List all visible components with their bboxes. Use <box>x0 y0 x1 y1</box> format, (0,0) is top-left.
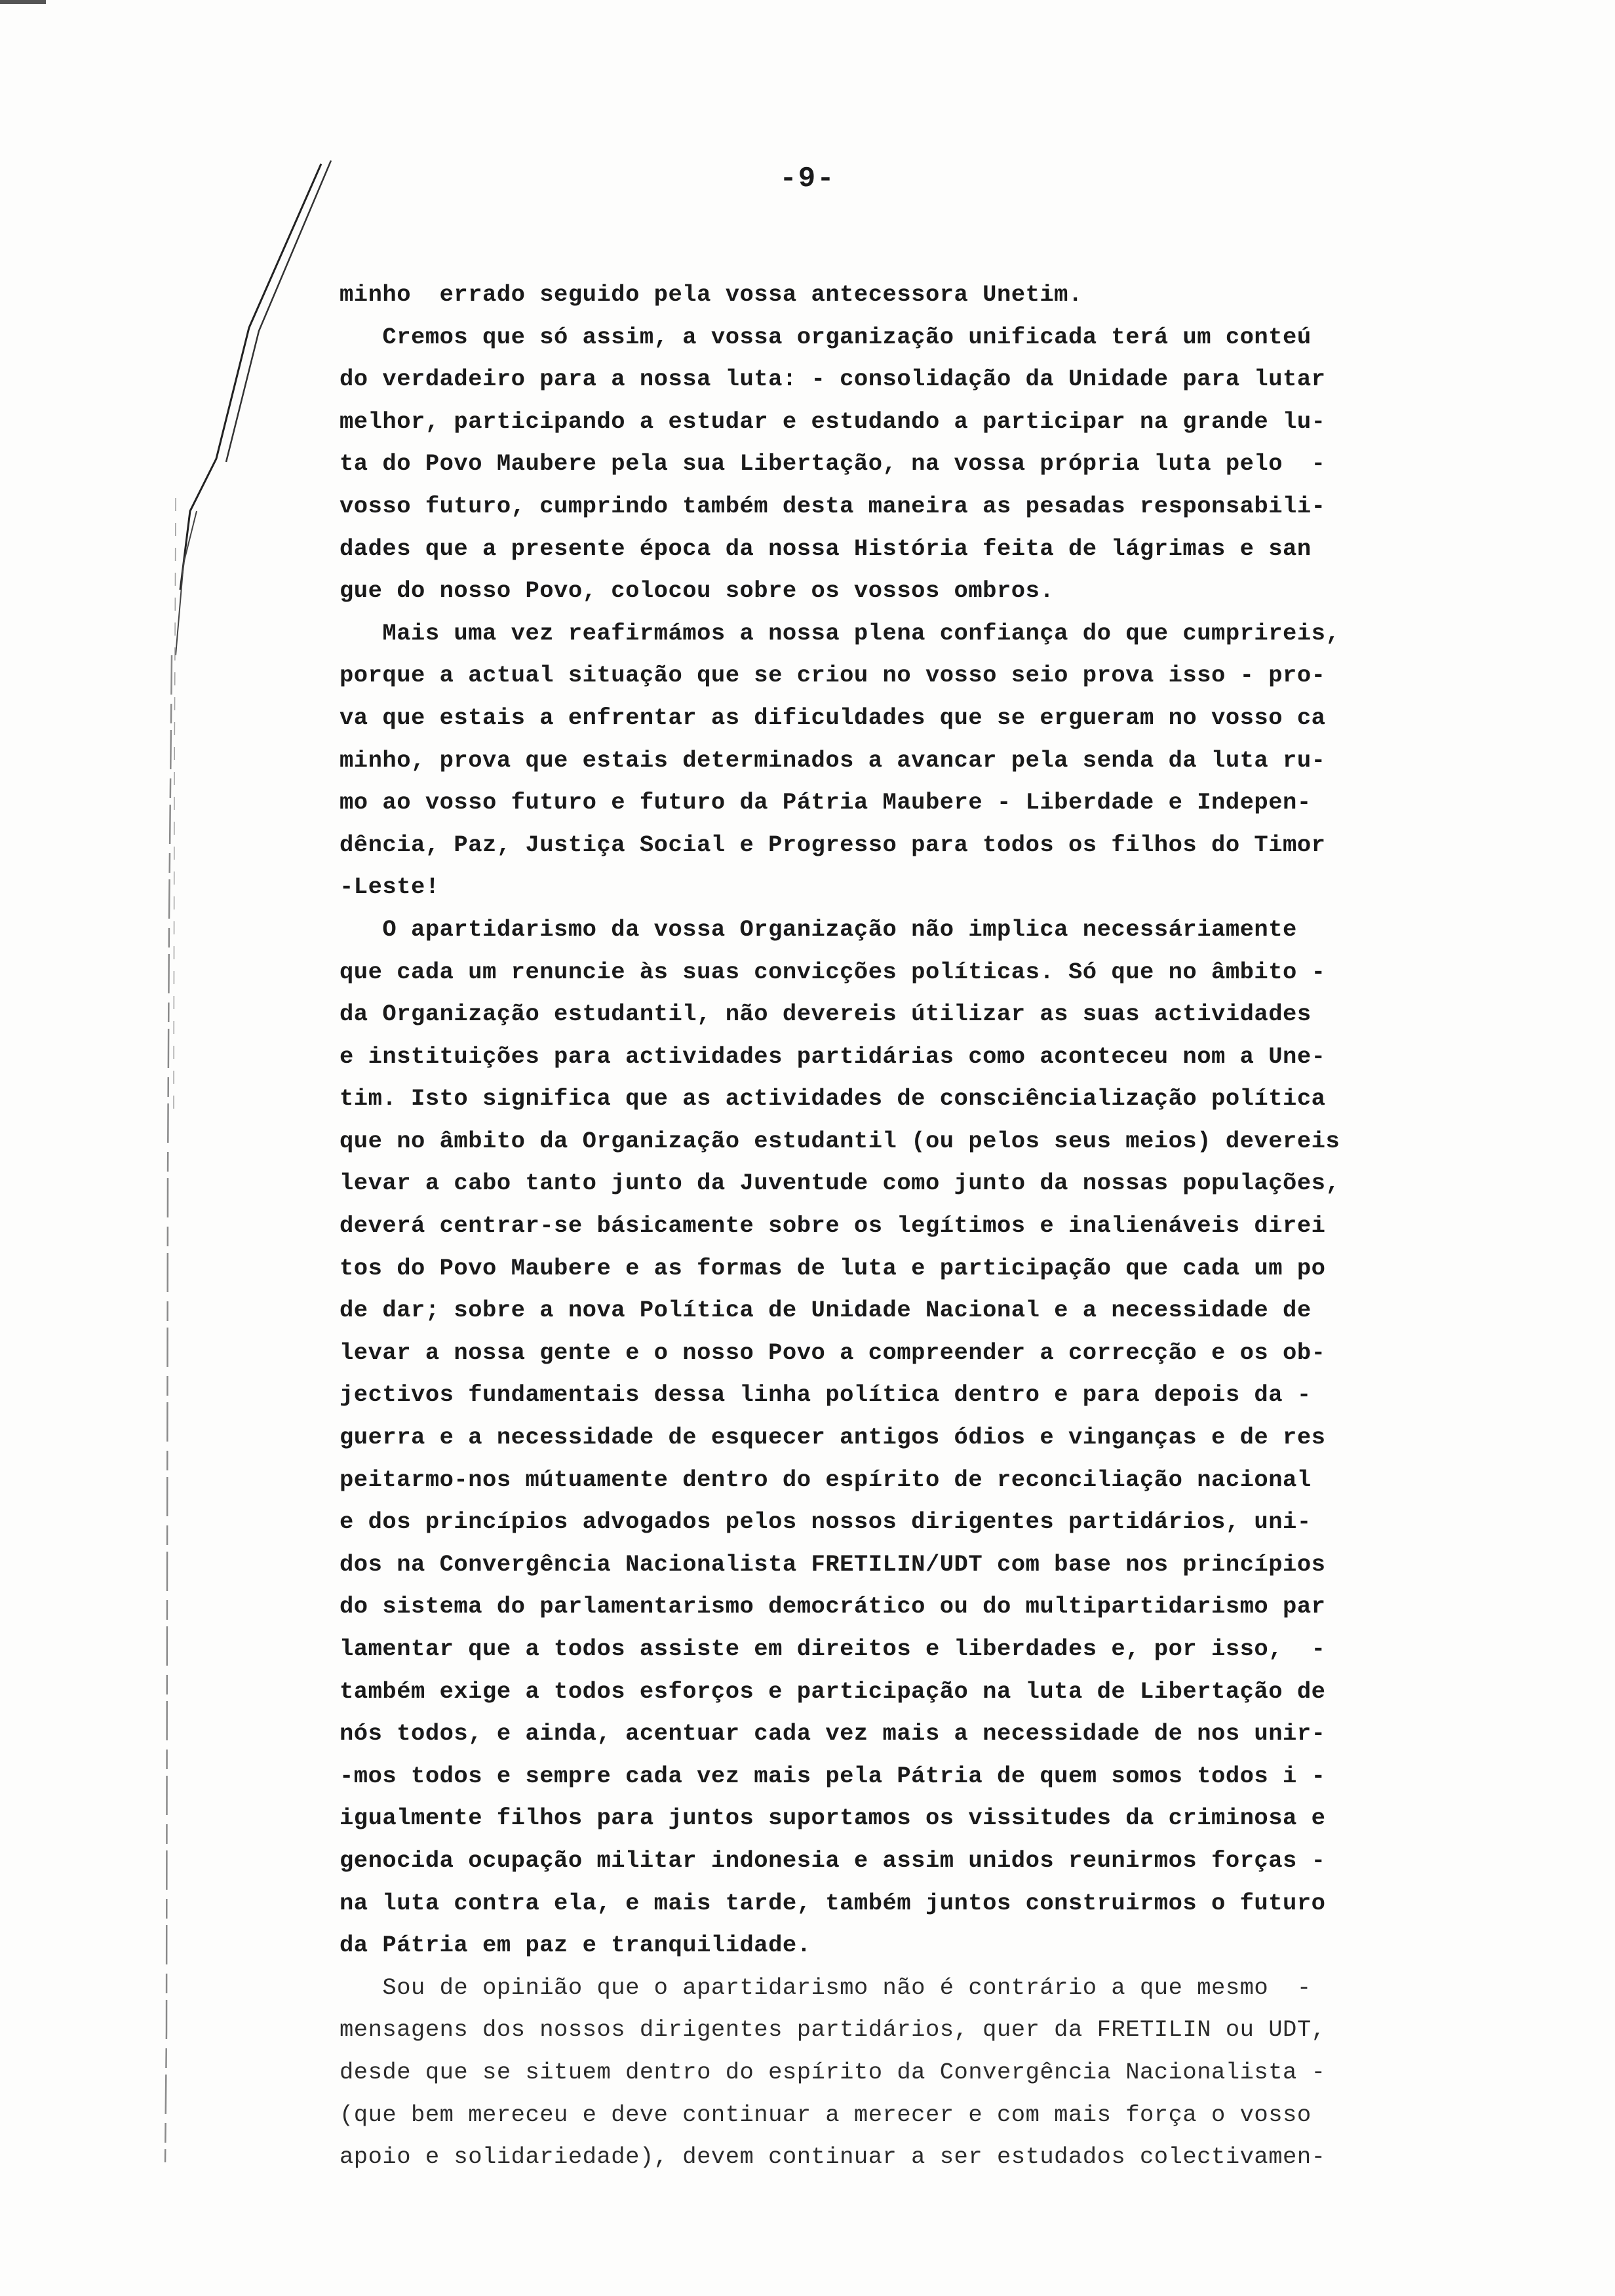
text-line: -mos todos e sempre cada vez mais pela Pátria de quem somos todos i - <box>340 1762 1326 1789</box>
scan-smudge <box>0 0 46 4</box>
text-line: dades que a presente época da nossa História feita de lágrimas e san <box>340 535 1312 562</box>
text-line: vosso futuro, cumprindo também desta maneira as pesadas responsabili- <box>340 492 1326 520</box>
text-line: guerra e a necessidade de esquecer antigos ódios e vinganças e de res <box>340 1424 1326 1451</box>
text-line: e dos princípios advogados pelos nossos dirigentes partidários, uni- <box>340 1508 1312 1536</box>
text-line: minho, prova que estais determinados a avancar pela senda da luta ru- <box>340 746 1326 774</box>
text-line: va que estais a enfrentar as dificuldades que se ergueram no vosso ca <box>340 704 1326 731</box>
text-line: Mais uma vez reafirmámos a nossa plena confiança do que cumprireis, <box>340 619 1340 647</box>
text-line: levar a nossa gente e o nosso Povo a compreender a correcção e os ob- <box>340 1339 1326 1366</box>
text-line: ta do Povo Maubere pela sua Libertação, na vossa própria luta pelo - <box>340 450 1326 478</box>
text-line: O apartidarismo da vossa Organização não implica necessáriamente <box>340 915 1297 943</box>
text-line: que no âmbito da Organização estudantil (ou pelos seus meios) devereis <box>340 1127 1340 1155</box>
text-line: tos do Povo Maubere e as formas de luta e participação que cada um po <box>340 1254 1326 1282</box>
text-line: Cremos que só assim, a vossa organização unificada terá um conteú <box>340 323 1312 351</box>
text-line: também exige a todos esforços e participação na luta de Libertação de <box>340 1677 1326 1705</box>
text-line: tim. Isto significa que as actividades de consciêncialização política <box>340 1085 1326 1113</box>
text-line: do sistema do parlamentarismo democrático ou do multipartidarismo par <box>340 1593 1326 1620</box>
page-number: -9- <box>779 163 836 195</box>
text-line: (que bem mereceu e deve continuar a merecer e com mais força o vosso <box>340 2101 1312 2128</box>
text-line: genocida ocupação militar indonesia e assim unidos reunirmos forças - <box>340 1846 1326 1874</box>
text-line: jectivos fundamentais dessa linha política dentro e para depois da - <box>340 1381 1312 1409</box>
text-line: dência, Paz, Justiça Social e Progresso para todos os filhos do Timor <box>340 831 1326 858</box>
text-line: melhor, participando a estudar e estudando a participar na grande lu- <box>340 408 1326 435</box>
text-line: -Leste! <box>340 873 440 901</box>
text-line: da Organização estudantil, não devereis útilizar as suas actividades <box>340 1001 1312 1028</box>
text-line: que cada um renuncie às suas convicções políticas. Só que no âmbito - <box>340 958 1326 985</box>
text-line: e instituições para actividades partidárias como aconteceu nom a Une- <box>340 1043 1326 1070</box>
text-line: peitarmo-nos mútuamente dentro do espírito de reconciliação nacional <box>340 1466 1312 1493</box>
text-line: deverá centrar-se básicamente sobre os legítimos e inalienáveis direi <box>340 1212 1326 1240</box>
text-line: gue do nosso Povo, colocou sobre os vossos ombros. <box>340 577 1055 605</box>
text-line: Sou de opinião que o apartidarismo não é contrário a que mesmo - <box>340 1974 1312 2001</box>
text-line: mo ao vosso futuro e futuro da Pátria Maubere - Liberdade e Indepen- <box>340 789 1312 816</box>
text-line: da Pátria em paz e tranquilidade. <box>340 1932 811 1959</box>
text-line: lamentar que a todos assiste em direitos e liberdades e, por isso, - <box>340 1636 1326 1662</box>
text-line: desde que se situem dentro do espírito da Convergência Nacionalista - <box>340 2058 1326 2086</box>
text-line: porque a actual situação que se criou no vosso seio prova isso - pro- <box>340 662 1326 689</box>
text-line: dos na Convergência Nacionalista FRETILIN/UDT com base nos princípios <box>340 1550 1326 1578</box>
text-line: minho errado seguido pela vossa antecessora Unetim. <box>340 281 1083 308</box>
body-text <box>340 274 1480 2179</box>
text-line: levar a cabo tanto junto da Juventude como junto da nossas populações, <box>340 1170 1340 1197</box>
text-line: apoio e solidariedade), devem continuar a ser estudados colectivamen- <box>340 2143 1326 2171</box>
text-line: de dar; sobre a nova Política de Unidade Nacional e a necessidade de <box>340 1297 1312 1324</box>
text-line: na luta contra ela, e mais tarde, também juntos construirmos o futuro <box>340 1889 1326 1917</box>
text-line: igualmente filhos para juntos suportamos os vissitudes da criminosa e <box>340 1805 1326 1832</box>
text-line: nós todos, e ainda, acentuar cada vez mais a necessidade de nos unir- <box>340 1720 1326 1748</box>
text-line: mensagens dos nossos dirigentes partidários, quer da FRETILIN ou UDT, <box>340 2016 1326 2044</box>
text-line: do verdadeiro para a nossa luta: - consolidação da Unidade para lutar <box>340 366 1326 393</box>
